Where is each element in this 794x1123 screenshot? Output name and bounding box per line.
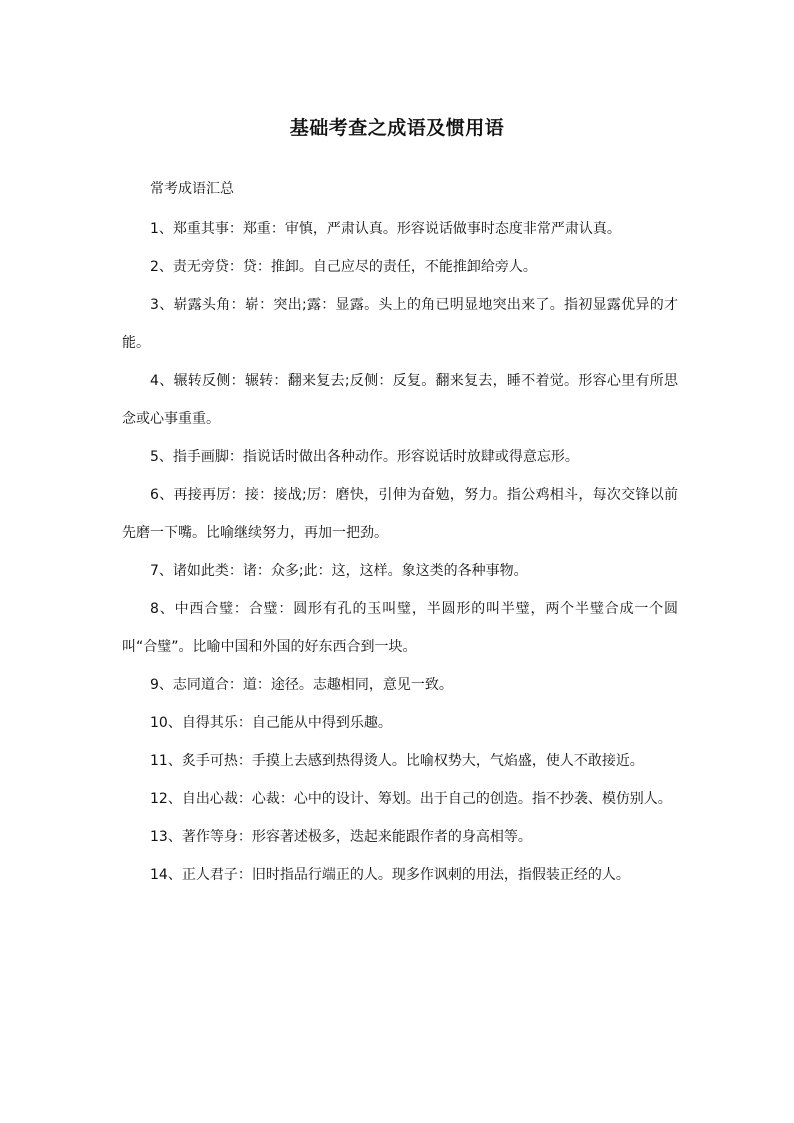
idiom-entry: 3、崭露头角：崭：突出;露：显露。头上的角已明显地突出来了。指初显露优异的才能。 [122, 297, 678, 351]
idiom-entry: 11、炙手可热：手摸上去感到热得烫人。比喻权势大，气焰盛，使人不敢接近。 [150, 753, 644, 769]
idiom-entry: 5、指手画脚：指说话时做出各种动作。形容说话时放肆或得意忘形。 [150, 449, 579, 465]
idiom-entry: 6、再接再厉：接：接战;厉：磨快，引伸为奋勉，努力。指公鸡相斗，每次交锋以前先磨一下嘴。比喻继续努力，再加一把劲。 [122, 487, 678, 541]
idiom-entry: 12、自出心裁：心裁：心中的设计、筹划。出于自己的创造。指不抄袭、模仿别人。 [150, 791, 672, 807]
idiom-entry: 9、志同道合：道：途径。志趣相同，意见一致。 [150, 677, 453, 693]
idiom-entry: 4、辗转反侧：辗转：翻来复去;反侧：反复。翻来复去，睡不着觉。形容心里有所思念或心事重重。 [122, 373, 678, 427]
idiom-entry: 13、著作等身：形容著述极多，迭起来能跟作者的身高相等。 [150, 829, 532, 845]
idiom-list [122, 210, 678, 894]
idiom-entry: 2、责无旁贷：贷：推卸。自己应尽的责任，不能推卸给旁人。 [150, 259, 537, 275]
section-subtitle: 常考成语汇总 [150, 181, 234, 197]
document-body [122, 178, 678, 894]
idiom-entry: 8、中西合璧：合璧：圆形有孔的玉叫璧，半圆形的叫半璧，两个半璧合成一个圆叫“合璧”。比喻中国和外国的好东西合到一块。 [122, 601, 678, 655]
idiom-entry: 10、自得其乐：自己能从中得到乐趣。 [150, 715, 392, 731]
idiom-entry: 7、诸如此类：诸：众多;此：这，这样。象这类的各种事物。 [150, 563, 528, 579]
idiom-entry: 14、正人君子：旧时指品行端正的人。现多作讽刺的用法，指假装正经的人。 [150, 867, 630, 883]
document-title: 基础考查之成语及惯用语 [289, 117, 505, 139]
idiom-entry: 1、郑重其事：郑重：审慎，严肃认真。形容说话做事时态度非常严肃认真。 [150, 221, 621, 237]
